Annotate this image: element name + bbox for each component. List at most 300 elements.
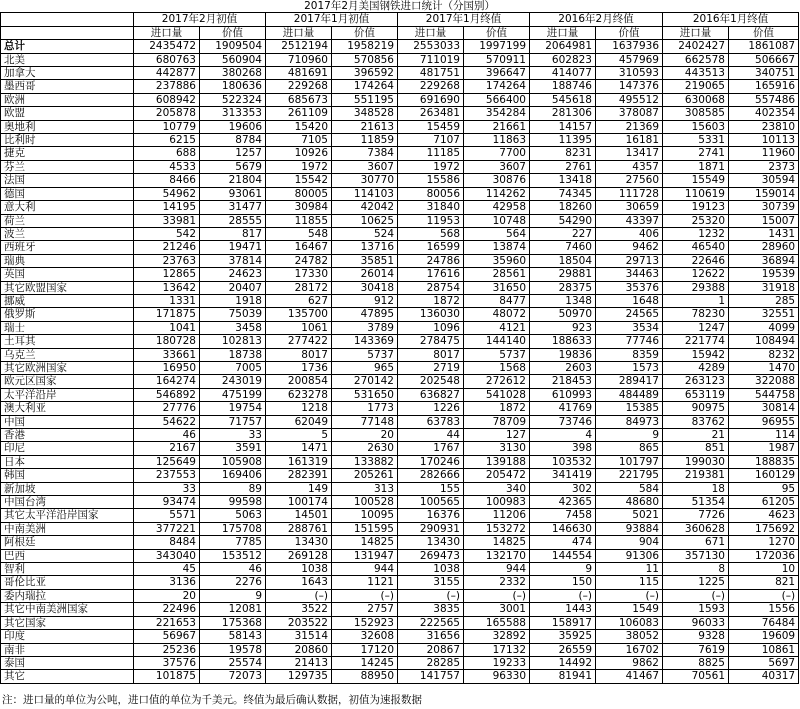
table-cell: 904 <box>596 536 663 549</box>
table-row <box>1 455 799 468</box>
row-label: 瑞典 <box>1 254 134 267</box>
corner-cell <box>1 26 134 39</box>
table-cell: 20860 <box>266 643 332 656</box>
table-cell: 3001 <box>464 603 530 616</box>
table-cell: 199030 <box>663 455 729 468</box>
column-header: 价值 <box>464 26 530 39</box>
table-cell: 923 <box>530 321 596 334</box>
table-cell: 33981 <box>134 214 200 227</box>
table-cell: 3522 <box>266 603 332 616</box>
table-cell: 80056 <box>398 187 464 200</box>
row-label: 荷兰 <box>1 214 134 227</box>
table-cell: 2276 <box>200 576 266 589</box>
table-row <box>1 120 799 133</box>
table-cell: 20 <box>134 589 200 602</box>
table-cell: 17132 <box>464 643 530 656</box>
table-cell: 865 <box>596 442 663 455</box>
table-cell: 402354 <box>729 107 799 120</box>
table-cell: 21246 <box>134 241 200 254</box>
table-cell: 175692 <box>729 522 799 535</box>
row-label: 挪威 <box>1 294 134 307</box>
table-cell: 10779 <box>134 120 200 133</box>
table-cell: 147376 <box>596 80 663 93</box>
table-cell: 105908 <box>200 455 266 468</box>
table-cell: 1593 <box>663 603 729 616</box>
table-cell: 30876 <box>464 174 530 187</box>
table-cell: 21661 <box>464 120 530 133</box>
column-header: 价值 <box>200 26 266 39</box>
table-cell: 164274 <box>134 375 200 388</box>
table-cell: 1958219 <box>332 40 398 53</box>
table-row <box>1 522 799 535</box>
period-header: 2017年2月初值 <box>134 13 266 26</box>
table-cell: 17330 <box>266 268 332 281</box>
table-cell: 10095 <box>332 509 398 522</box>
table-cell: 542 <box>134 227 200 240</box>
table-cell: 27560 <box>596 174 663 187</box>
table-cell: 115 <box>596 576 663 589</box>
table-cell: 4357 <box>596 160 663 173</box>
table-cell: 322088 <box>729 375 799 388</box>
table-cell: 135700 <box>266 308 332 321</box>
row-label: 欧洲 <box>1 93 134 106</box>
table-cell: 1038 <box>266 563 332 576</box>
table-cell: 15459 <box>398 120 464 133</box>
table-cell: 5571 <box>134 509 200 522</box>
table-cell: 84973 <box>596 415 663 428</box>
table-row <box>1 589 799 602</box>
table-cell: 229268 <box>398 80 464 93</box>
table-cell: 2757 <box>332 603 398 616</box>
table-row <box>1 321 799 334</box>
table-cell: 357130 <box>663 549 729 562</box>
row-label: 韩国 <box>1 469 134 482</box>
table-cell: 1218 <box>266 402 332 415</box>
table-cell: 261109 <box>266 107 332 120</box>
period-header: 2016年1月终值 <box>663 13 799 26</box>
table-cell: (–) <box>530 589 596 602</box>
table-cell: 31514 <box>266 630 332 643</box>
table-cell: 3458 <box>200 321 266 334</box>
table-cell: 7700 <box>464 147 530 160</box>
table-cell: 1270 <box>729 536 799 549</box>
table-cell: 19754 <box>200 402 266 415</box>
table-cell: 25236 <box>134 643 200 656</box>
column-header: 进口量 <box>663 26 729 39</box>
table-cell: 71757 <box>200 415 266 428</box>
table-cell: 63783 <box>398 415 464 428</box>
table-cell: 341419 <box>530 469 596 482</box>
table-cell: 136030 <box>398 308 464 321</box>
table-cell: 3534 <box>596 321 663 334</box>
table-cell: 11 <box>596 563 663 576</box>
table-cell: 42958 <box>464 201 530 214</box>
table-cell: 143369 <box>332 335 398 348</box>
table-cell: 54622 <box>134 415 200 428</box>
table-cell: 1909504 <box>200 40 266 53</box>
row-label: 乌克兰 <box>1 348 134 361</box>
table-cell: 21804 <box>200 174 266 187</box>
table-cell: 481751 <box>398 67 464 80</box>
table-cell: 19606 <box>200 120 266 133</box>
table-cell: 608942 <box>134 93 200 106</box>
table-cell: 8466 <box>134 174 200 187</box>
row-label: 西班牙 <box>1 241 134 254</box>
table-cell: 14157 <box>530 120 596 133</box>
table-cell: 10861 <box>729 643 799 656</box>
table-row <box>1 415 799 428</box>
table-cell: 172036 <box>729 549 799 562</box>
table-row <box>1 603 799 616</box>
table-cell: 671 <box>663 536 729 549</box>
table-cell: 8017 <box>398 348 464 361</box>
table-cell: 38052 <box>596 630 663 643</box>
table-cell: 1 <box>663 294 729 307</box>
table-cell: 457969 <box>596 53 663 66</box>
table-cell: 100174 <box>266 496 332 509</box>
table-cell: 378087 <box>596 107 663 120</box>
column-header: 进口量 <box>398 26 464 39</box>
table-cell: 146630 <box>530 522 596 535</box>
column-header: 进口量 <box>134 26 200 39</box>
table-cell: 35925 <box>530 630 596 643</box>
table-cell: 1861087 <box>729 40 799 53</box>
table-cell: 1431 <box>729 227 799 240</box>
table-row <box>1 134 799 147</box>
table-cell: 18738 <box>200 348 266 361</box>
table-cell: 5679 <box>200 160 266 173</box>
table-row <box>1 187 799 200</box>
table-cell: 169406 <box>200 469 266 482</box>
table-cell: 100528 <box>332 496 398 509</box>
table-cell: 28960 <box>729 241 799 254</box>
table-cell: 114103 <box>332 187 398 200</box>
table-cell: 15549 <box>663 174 729 187</box>
table-row <box>1 147 799 160</box>
table-cell: 155 <box>398 482 464 495</box>
table-cell: 3607 <box>464 160 530 173</box>
table-cell: (–) <box>663 589 729 602</box>
table-cell: 1471 <box>266 442 332 455</box>
table-cell: 33 <box>134 482 200 495</box>
table-row <box>1 227 799 240</box>
row-label: 新加坡 <box>1 482 134 495</box>
table-cell: 627 <box>266 294 332 307</box>
table-row <box>1 174 799 187</box>
table-cell: 77148 <box>332 415 398 428</box>
table-row <box>1 509 799 522</box>
table-cell: 127 <box>464 429 530 442</box>
table-cell: 817 <box>200 227 266 240</box>
table-cell: 218453 <box>530 375 596 388</box>
table-cell: 8231 <box>530 147 596 160</box>
row-label: 比利时 <box>1 134 134 147</box>
table-cell: 912 <box>332 294 398 307</box>
table-cell: 396647 <box>464 67 530 80</box>
table-cell: 28555 <box>200 214 266 227</box>
table-cell: 28172 <box>266 281 332 294</box>
row-label: 其它中南美洲国家 <box>1 603 134 616</box>
table-cell: 10 <box>729 563 799 576</box>
row-label: 智利 <box>1 563 134 576</box>
table-row <box>1 268 799 281</box>
table-cell: 343040 <box>134 549 200 562</box>
table-cell: 111728 <box>596 187 663 200</box>
table-cell: 821 <box>729 576 799 589</box>
table-cell: 1331 <box>134 294 200 307</box>
table-cell: 35851 <box>332 254 398 267</box>
table-cell: 531650 <box>332 388 398 401</box>
table-row <box>1 80 799 93</box>
table-cell: 93884 <box>596 522 663 535</box>
table-cell: 30418 <box>332 281 398 294</box>
table-cell: 17616 <box>398 268 464 281</box>
table-row <box>1 308 799 321</box>
table-cell: 2553033 <box>398 40 464 53</box>
table-cell: 313353 <box>200 107 266 120</box>
table-cell: 165916 <box>729 80 799 93</box>
table-cell: 17120 <box>332 643 398 656</box>
table-row <box>1 388 799 401</box>
table-row <box>1 442 799 455</box>
table-cell: 23763 <box>134 254 200 267</box>
table-cell: 564 <box>464 227 530 240</box>
table-cell: 132170 <box>464 549 530 562</box>
table-cell: 30739 <box>729 201 799 214</box>
row-label: 其它 <box>1 670 134 683</box>
table-row <box>1 375 799 388</box>
table-cell: 72073 <box>200 670 266 683</box>
table-cell: 16599 <box>398 241 464 254</box>
table-row <box>1 107 799 120</box>
table-cell: 8017 <box>266 348 332 361</box>
table-row <box>1 67 799 80</box>
table-cell: 10748 <box>464 214 530 227</box>
table-cell: 229268 <box>266 80 332 93</box>
row-label: 俄罗斯 <box>1 308 134 321</box>
table-cell: 285 <box>729 294 799 307</box>
table-cell: 414077 <box>530 67 596 80</box>
table-cell: 28375 <box>530 281 596 294</box>
table-cell: 41769 <box>530 402 596 415</box>
table-cell: 24786 <box>398 254 464 267</box>
table-cell: 7107 <box>398 134 464 147</box>
table-cell: 93061 <box>200 187 266 200</box>
table-cell: 3607 <box>332 160 398 173</box>
table-cell: 40317 <box>729 670 799 683</box>
table-cell: 20407 <box>200 281 266 294</box>
table-cell: 96330 <box>464 670 530 683</box>
table-cell: 15420 <box>266 120 332 133</box>
table-cell: 24565 <box>596 308 663 321</box>
table-cell: 7458 <box>530 509 596 522</box>
row-label: 印尼 <box>1 442 134 455</box>
table-cell: 188835 <box>729 455 799 468</box>
table-cell: 48680 <box>596 496 663 509</box>
table-cell: 360628 <box>663 522 729 535</box>
table-cell: 101875 <box>134 670 200 683</box>
table-cell: 680763 <box>134 53 200 66</box>
table-cell: 219065 <box>663 80 729 93</box>
table-cell: 7005 <box>200 361 266 374</box>
table-cell: (–) <box>596 589 663 602</box>
table-cell: 11863 <box>464 134 530 147</box>
table-cell: 205261 <box>332 469 398 482</box>
row-label: 法国 <box>1 174 134 187</box>
table-cell: 269128 <box>266 549 332 562</box>
table-cell: 11185 <box>398 147 464 160</box>
table-cell: 14501 <box>266 509 332 522</box>
table-cell: 11855 <box>266 214 332 227</box>
table-cell: 188633 <box>530 335 596 348</box>
table-cell: 10926 <box>266 147 332 160</box>
table-cell: 20 <box>332 429 398 442</box>
table-cell: 506667 <box>729 53 799 66</box>
table-cell: 78230 <box>663 308 729 321</box>
table-cell: 19233 <box>464 656 530 669</box>
table-cell: 34463 <box>596 268 663 281</box>
table-cell: 1643 <box>266 576 332 589</box>
table-cell: 1121 <box>332 576 398 589</box>
table-cell: 139188 <box>464 455 530 468</box>
table-cell: 560904 <box>200 53 266 66</box>
table-cell: 75039 <box>200 308 266 321</box>
table-cell: 44 <box>398 429 464 442</box>
row-label: 波兰 <box>1 227 134 240</box>
table-cell: 4121 <box>464 321 530 334</box>
table-cell: 1348 <box>530 294 596 307</box>
row-label: 委内瑞拉 <box>1 589 134 602</box>
table-cell: 2603 <box>530 361 596 374</box>
table-cell: 7460 <box>530 241 596 254</box>
table-cell: 31918 <box>729 281 799 294</box>
table-cell: 475199 <box>200 388 266 401</box>
table-cell: 100983 <box>464 496 530 509</box>
table-cell: 3835 <box>398 603 464 616</box>
table-row <box>1 348 799 361</box>
table-cell: 200854 <box>266 375 332 388</box>
table-cell: 80005 <box>266 187 332 200</box>
table-cell: 2512194 <box>266 40 332 53</box>
table-cell: 4533 <box>134 160 200 173</box>
table-cell: 114262 <box>464 187 530 200</box>
table-cell: 1972 <box>398 160 464 173</box>
table-cell: 546892 <box>134 388 200 401</box>
table-cell: 495512 <box>596 93 663 106</box>
table-cell: 270142 <box>332 375 398 388</box>
table-cell: 2167 <box>134 442 200 455</box>
table-cell: (–) <box>464 589 530 602</box>
table-cell: 205878 <box>134 107 200 120</box>
table-cell: 3591 <box>200 442 266 455</box>
table-row <box>1 469 799 482</box>
table-cell: 28754 <box>398 281 464 294</box>
table-cell: 16376 <box>398 509 464 522</box>
table-cell: 1773 <box>332 402 398 415</box>
table-cell: 171875 <box>134 308 200 321</box>
table-cell: 58143 <box>200 630 266 643</box>
table-cell: 5331 <box>663 134 729 147</box>
table-cell: 5 <box>266 429 332 442</box>
table-row <box>1 40 799 53</box>
table-cell: 2741 <box>663 147 729 160</box>
table-cell: 2435472 <box>134 40 200 53</box>
table-cell: 29713 <box>596 254 663 267</box>
table-cell: 1767 <box>398 442 464 455</box>
table-cell: 4623 <box>729 509 799 522</box>
table-row <box>1 241 799 254</box>
table-cell: 380268 <box>200 67 266 80</box>
table-cell: 944 <box>332 563 398 576</box>
table-cell: 602823 <box>530 53 596 66</box>
table-cell: 29388 <box>663 281 729 294</box>
table-cell: 1549 <box>596 603 663 616</box>
table-cell: 662578 <box>663 53 729 66</box>
row-label: 加拿大 <box>1 67 134 80</box>
table-cell: 8477 <box>464 294 530 307</box>
table-cell: 237886 <box>134 80 200 93</box>
table-cell: 170246 <box>398 455 464 468</box>
table-cell: 141757 <box>398 670 464 683</box>
table-cell: 1041 <box>134 321 200 334</box>
table-cell: 31477 <box>200 201 266 214</box>
table-cell: 46 <box>200 563 266 576</box>
table-cell: 557486 <box>729 93 799 106</box>
row-label: 太平洋沿岸 <box>1 388 134 401</box>
row-label: 印度 <box>1 630 134 643</box>
table-cell: 8784 <box>200 134 266 147</box>
table-cell: 1257 <box>200 147 266 160</box>
table-cell: 481691 <box>266 67 332 80</box>
table-cell: 269473 <box>398 549 464 562</box>
table-cell: 548 <box>266 227 332 240</box>
table-cell: 243019 <box>200 375 266 388</box>
row-label: 哥伦比亚 <box>1 576 134 589</box>
table-cell: 7105 <box>266 134 332 147</box>
table-cell: 30659 <box>596 201 663 214</box>
table-cell: 101797 <box>596 455 663 468</box>
table-cell: 7384 <box>332 147 398 160</box>
table-cell: 175368 <box>200 616 266 629</box>
table-cell: 282391 <box>266 469 332 482</box>
table-cell: 691690 <box>398 93 464 106</box>
row-label: 瑞士 <box>1 321 134 334</box>
table-cell: 11859 <box>332 134 398 147</box>
table-cell: 281306 <box>530 107 596 120</box>
table-cell: 153272 <box>464 522 530 535</box>
table-cell: 484489 <box>596 388 663 401</box>
table-cell: 630068 <box>663 93 729 106</box>
table-row <box>1 402 799 415</box>
row-label: 中南美洲 <box>1 522 134 535</box>
table-cell: 541028 <box>464 388 530 401</box>
table-cell: 19539 <box>729 268 799 281</box>
table-cell: 1061 <box>266 321 332 334</box>
table-row <box>1 361 799 374</box>
table-cell: 8 <box>663 563 729 576</box>
table-cell: 1568 <box>464 361 530 374</box>
table-cell: 545618 <box>530 93 596 106</box>
table-cell: 106083 <box>596 616 663 629</box>
table-cell: 174264 <box>332 80 398 93</box>
table-cell: 11960 <box>729 147 799 160</box>
table-cell: 88950 <box>332 670 398 683</box>
table-cell: 41467 <box>596 670 663 683</box>
table-row <box>1 201 799 214</box>
table-cell: 12865 <box>134 268 200 281</box>
column-header: 价值 <box>332 26 398 39</box>
table-cell: 19123 <box>663 201 729 214</box>
